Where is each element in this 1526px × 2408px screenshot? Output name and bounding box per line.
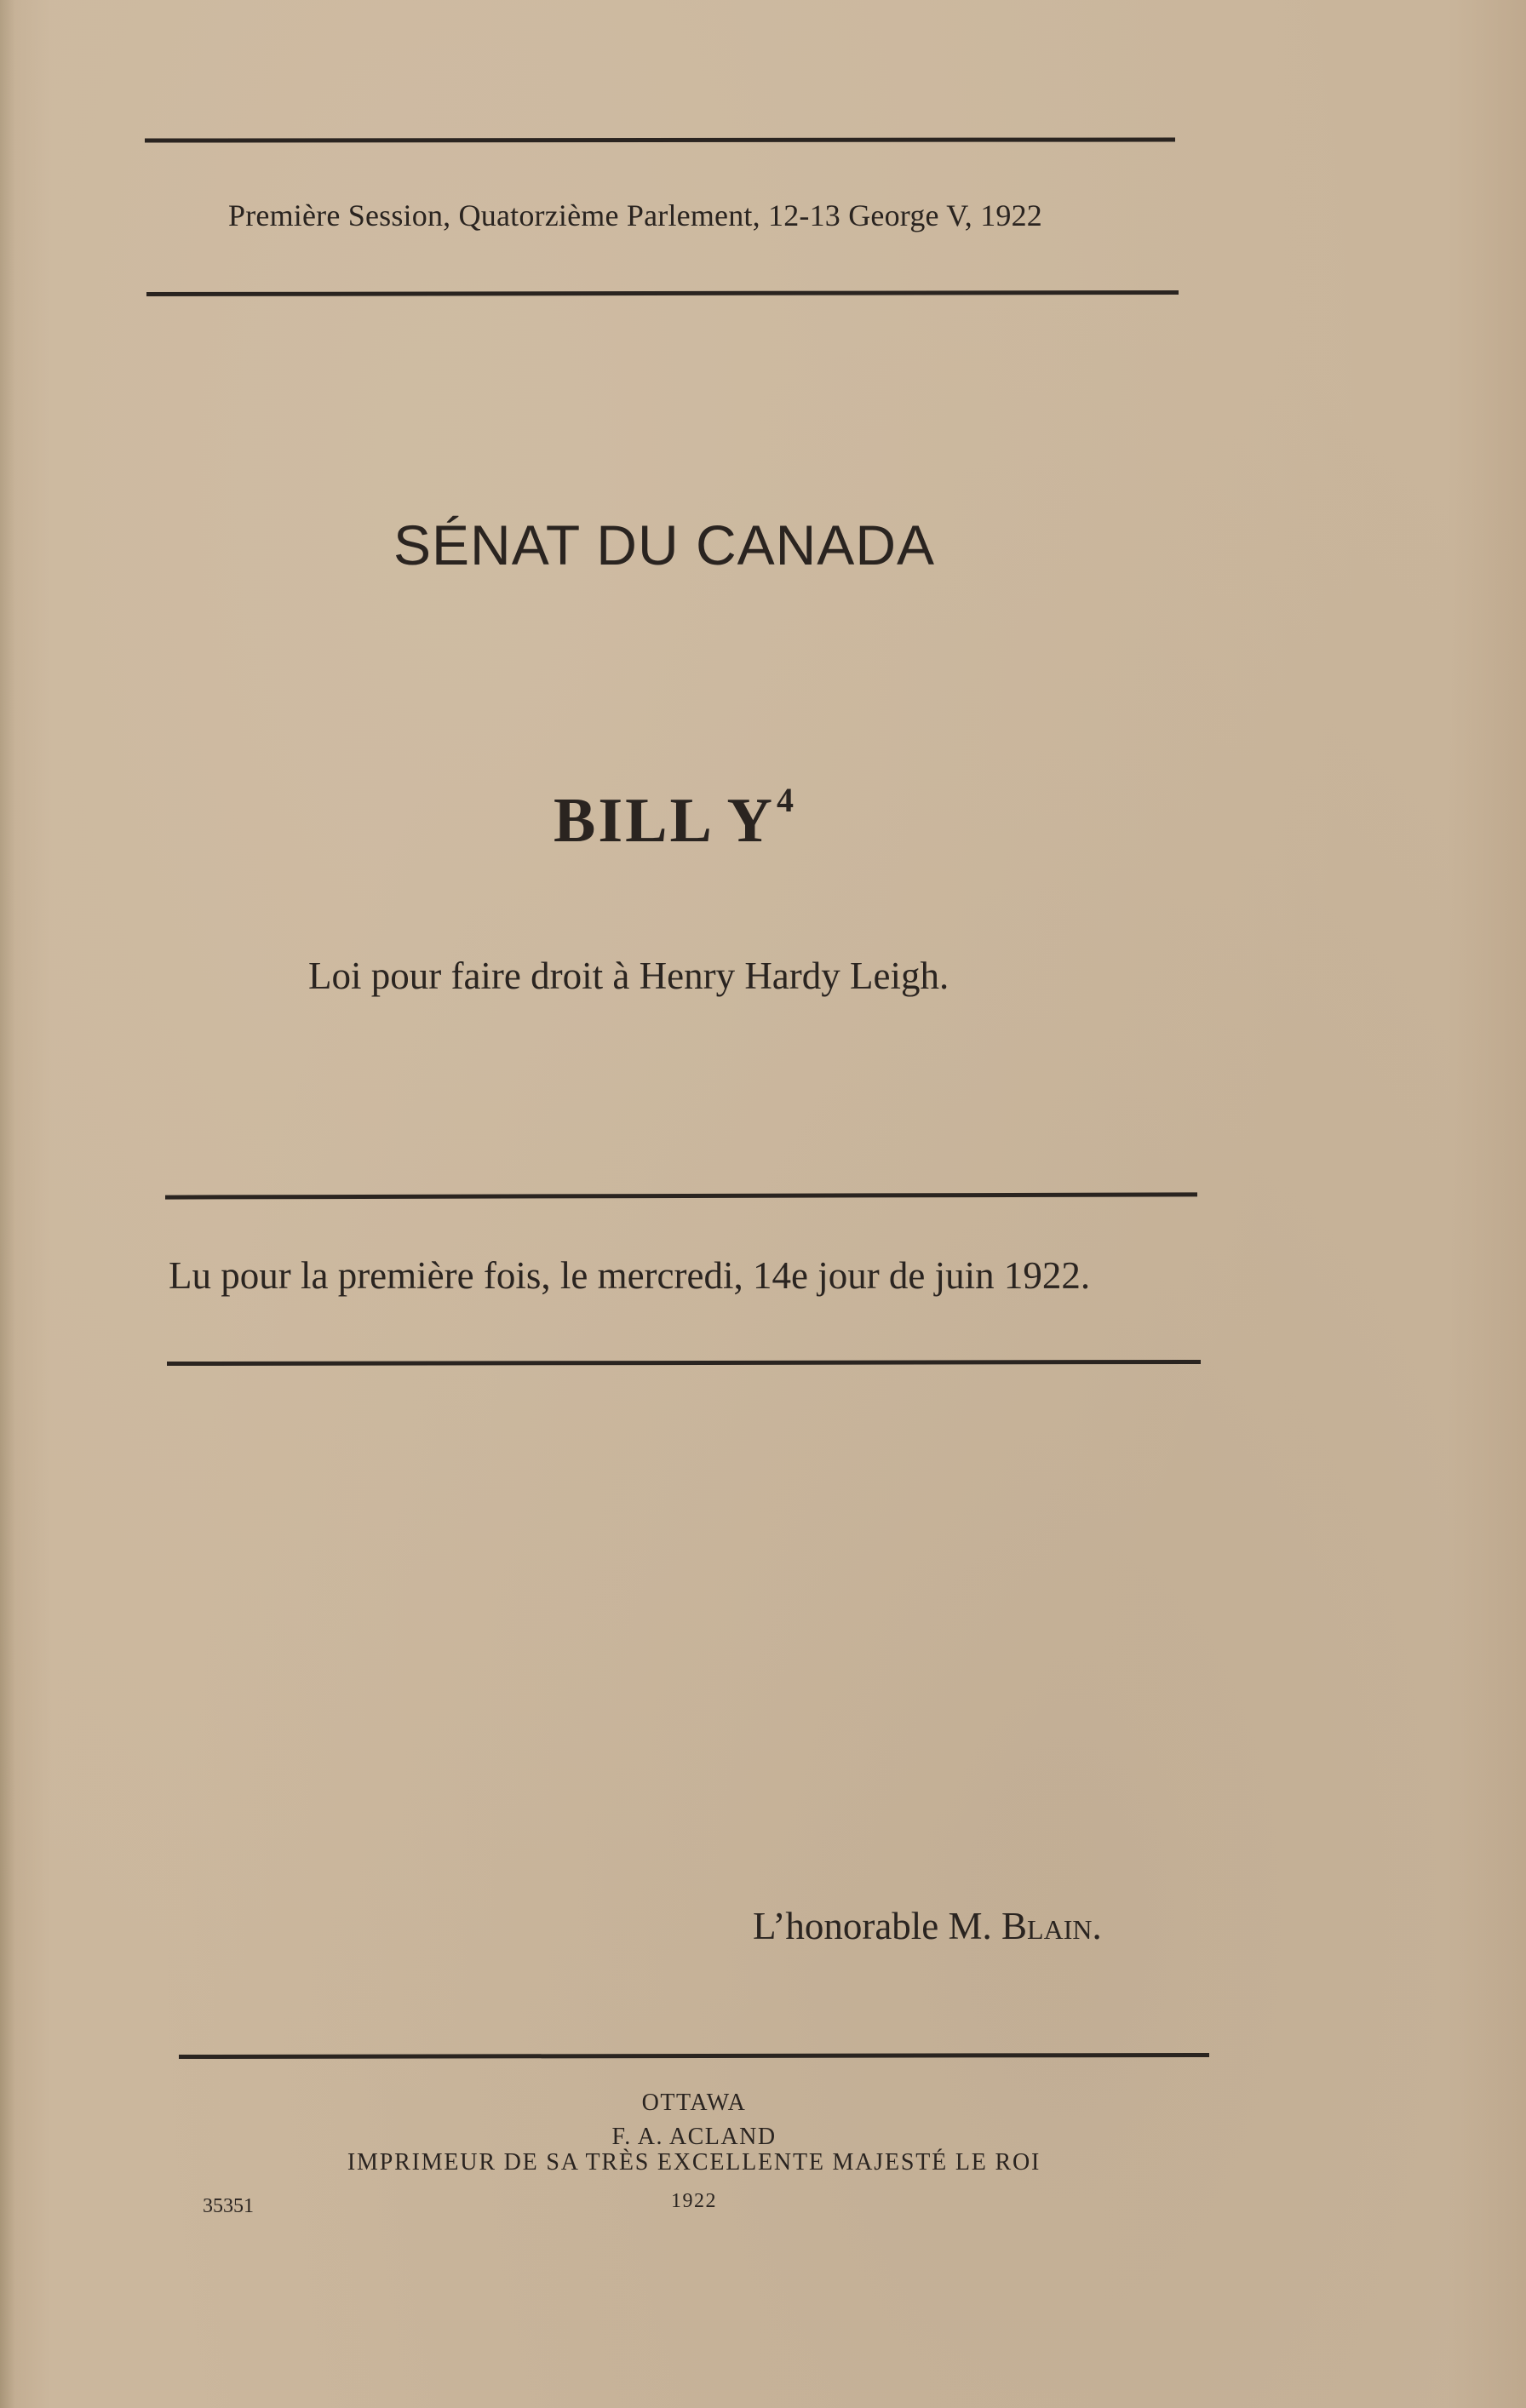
session-line: Première Session, Quatorzième Parlement, 12-13 George V, 1922 (228, 198, 1043, 232)
bill-number (554, 781, 796, 857)
imprint-printer-title: IMPRIMEUR DE SA TRÈS EXCELLENTE MAJESTÉ LE ROI (347, 2149, 1041, 2176)
header-bottom-rule (146, 290, 1179, 296)
reading-bottom-rule (167, 1360, 1201, 1366)
sponsor-prefix: L’honorable M. (753, 1905, 1002, 1947)
imprint-top-rule (179, 2053, 1209, 2059)
imprint-city: OTTAWA (641, 2090, 747, 2116)
reading-top-rule (165, 1192, 1197, 1199)
top-rule (145, 137, 1175, 142)
bill-label: BILL Y (554, 786, 775, 856)
sponsor-name: Blain. (1001, 1905, 1102, 1947)
bill-subtitle: Loi pour faire droit à Henry Hardy Leigh. (308, 955, 949, 997)
first-reading-line: Lu pour la première fois, le mercredi, 14e jour de juin 1922. (169, 1254, 1091, 1297)
bill-superscript: 4 (776, 781, 796, 819)
sponsor-line (753, 1904, 1102, 1948)
imprint-year: 1922 (671, 2190, 717, 2212)
imprint-printer: F. A. ACLAND (611, 2124, 777, 2150)
senate-title: SÉNAT DU CANADA (393, 513, 936, 576)
document-number: 35351 (203, 2195, 254, 2217)
